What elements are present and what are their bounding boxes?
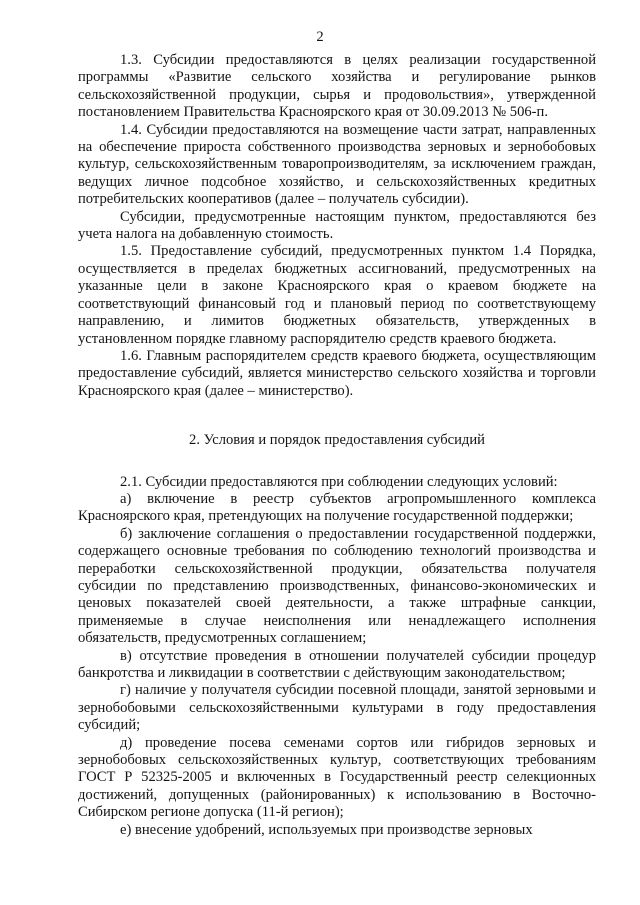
section-heading: 2. Условия и порядок предоставления субсидий xyxy=(189,432,485,449)
condition-g: г) наличие у получателя субсидии посевной площади, занятой зерновыми и зернобобовыми сельскохозяйственными культурами в году предоставления субсидий; xyxy=(78,682,596,734)
paragraph-1-6: 1.6. Главным распорядителем средств краевого бюджета, осуществляющим предоставление субсидий, является министерство сельского хозяйства и торговли Красноярского края (далее – министерство). xyxy=(78,347,596,399)
page-number: 2 xyxy=(316,29,324,45)
condition-d: д) проведение посева семенами сортов или гибридов зерновых и зернобобовых сельскохозяйственных культур, соответствующих требованиям ГОСТ Р 52325-2005 и включенных в Государственный реестр селекционных достижений, допущенных (районированных) к использованию в Восточно-Сибирском регионе допуска (11-й регион); xyxy=(78,734,596,821)
paragraph-1-5: 1.5. Предоставление субсидий, предусмотренных пунктом 1.4 Порядка, осуществляется в пределах бюджетных ассигнований, предусмотренных на указанные цели в законе Красноярского края о краевом бюджете на соответствующий финансовый год и плановый период по соответствующему направлению, и лимитов бюджетных обязательств, утвержденных в установленном порядке главному распорядителю средств краевого бюджета. xyxy=(78,243,596,347)
paragraph-2-1: 2.1. Субсидии предоставляются при соблюдении следующих условий: xyxy=(120,473,558,490)
condition-a: а) включение в реестр субъектов агропромышленного комплекса Красноярского края, претендующих на получение государственной поддержки; xyxy=(78,490,596,525)
document-body xyxy=(78,52,596,839)
condition-v: в) отсутствие проведения в отношении получателей субсидии процедур банкротства и ликвидации в соответствии с действующим законодательством; xyxy=(78,647,596,681)
paragraph-1-3: 1.3. Субсидии предоставляются в целях реализации государственной программы «Развитие сельского хозяйства и регулирование рынков сельскохозяйственной продукции, сырья и продовольствия», утвержденной постановлением Правительства Красноярского края от 30.09.2013 № 506-п. xyxy=(78,52,596,121)
paragraph-1-4: 1.4. Субсидии предоставляются на возмещение части затрат, направленных на обеспечение прироста собственного производства зерновых и зернобобовых культур, сельскохозяйственным товаропроизводителям, за исключением граждан, ведущих личное подсобное хозяйство, и сельскохозяйственных кредитных потребительских кооперативов (далее – получатель субсидии). xyxy=(78,121,596,208)
condition-b: б) заключение соглашения о предоставлении государственной поддержки, содержащего основные требования по соблюдению технологий производства и переработки сельскохозяйственной продукции, обязательства получателя субсидии по представлению производственных, финансово-экономических и ценовых показателей своей деятельности, а также штрафные санкции, применяемые в случае неисполнения или ненадлежащего исполнения обязательств, предусмотренных соглашением; xyxy=(78,525,596,647)
condition-e: е) внесение удобрений, используемых при производстве зерновых xyxy=(120,821,533,838)
paragraph-vat-note: Субсидии, предусмотренные настоящим пунктом, предоставляются без учета налога на добавленную стоимость. xyxy=(78,208,596,243)
